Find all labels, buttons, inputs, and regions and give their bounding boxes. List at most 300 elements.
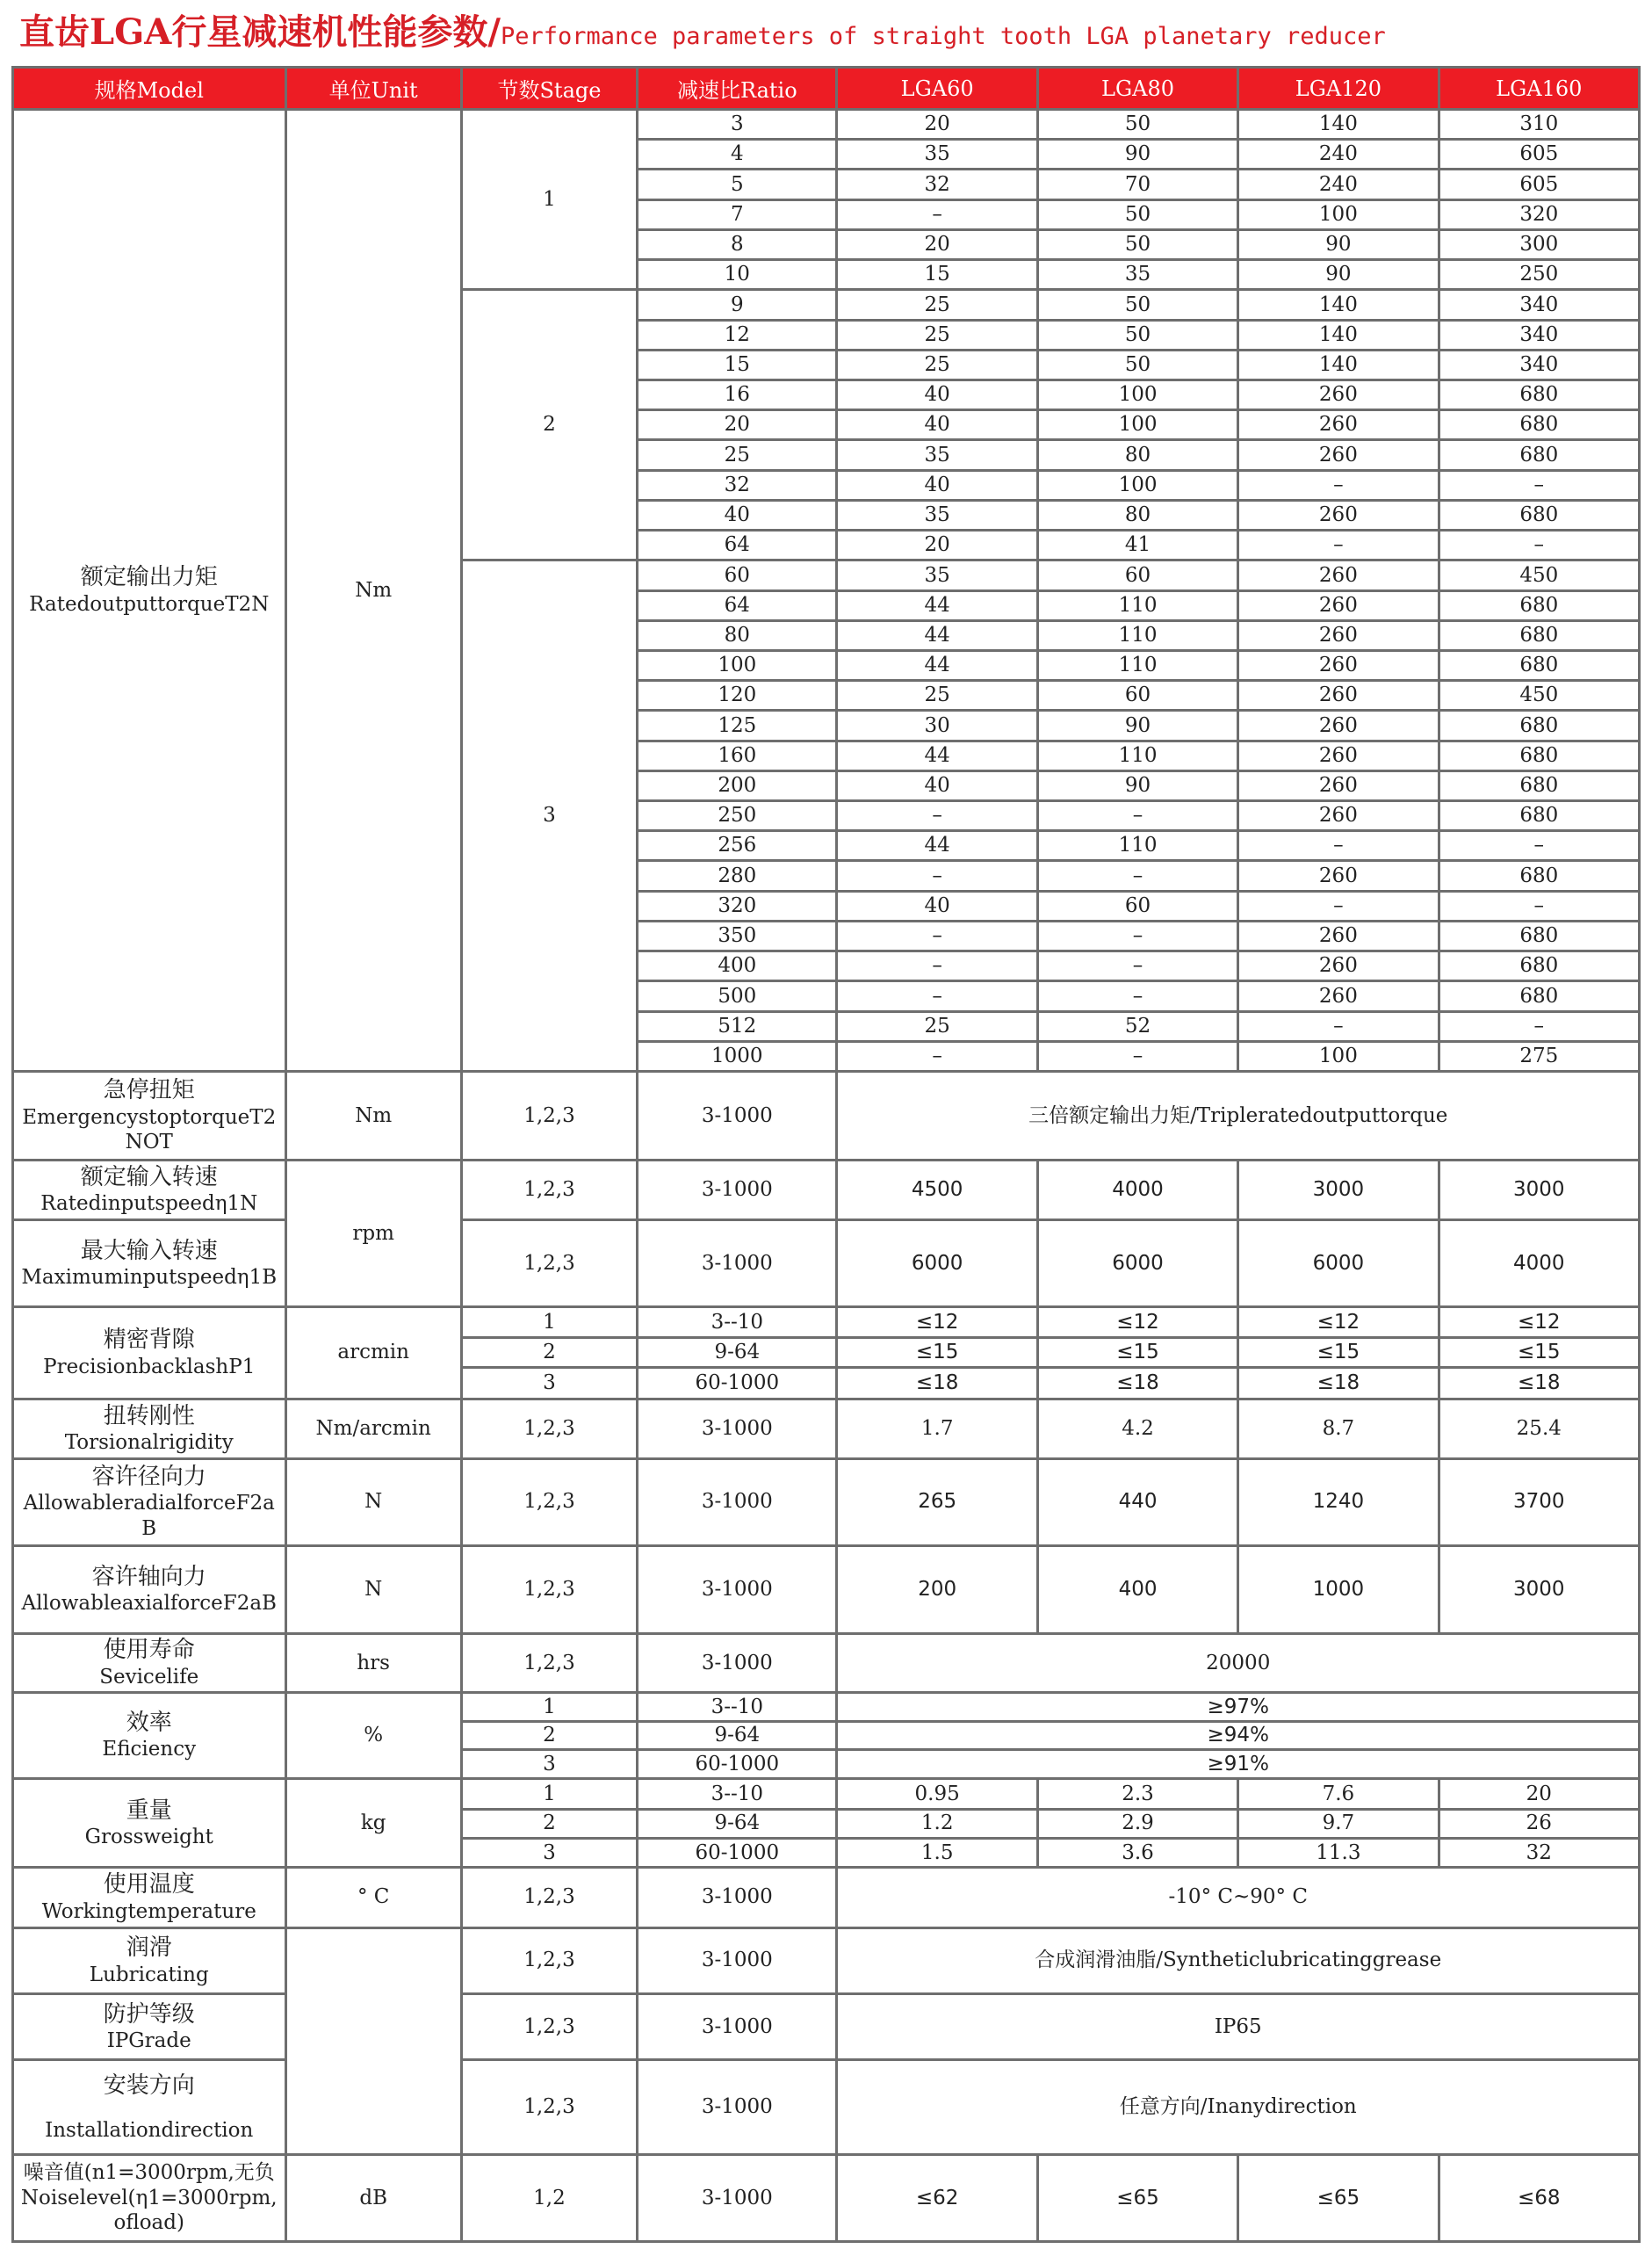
torque-lga60-cell: 40: [837, 770, 1037, 800]
torque-lga80-cell: 90: [1037, 711, 1237, 741]
torque-lga80-cell: 52: [1037, 1011, 1237, 1041]
max-speed-lga80: 6000: [1037, 1220, 1237, 1307]
axial-force-value: 3000: [1439, 1545, 1639, 1634]
backlash-ratio: 60-1000: [638, 1368, 837, 1399]
torque-lga160-cell: 680: [1439, 650, 1639, 680]
torque-lga80-cell: 50: [1037, 110, 1237, 140]
torque-lga60-cell: 40: [837, 891, 1037, 921]
weight-value: 7.6: [1238, 1779, 1439, 1809]
torque-ratio-cell: 40: [638, 500, 837, 530]
temperature-row: [13, 1868, 1640, 1927]
radial-force-stage: 1,2,3: [461, 1459, 637, 1546]
rigidity-value: 25.4: [1439, 1399, 1639, 1458]
rated-speed-lga60: 4500: [837, 1160, 1037, 1219]
spec-section: [13, 1072, 1640, 2242]
backlash-value: ≤12: [837, 1306, 1037, 1337]
efficiency-stage: 2: [461, 1722, 637, 1750]
torque-lga160-cell: 680: [1439, 590, 1639, 620]
efficiency-ratio: 9-64: [638, 1722, 837, 1750]
torque-lga120-cell: 260: [1238, 801, 1439, 831]
torque-lga120-cell: 260: [1238, 770, 1439, 800]
backlash-stage: 2: [461, 1338, 637, 1368]
torque-lga80-cell: 50: [1037, 199, 1237, 229]
torque-lga80-cell: 80: [1037, 440, 1237, 470]
weight-value: 26: [1439, 1809, 1639, 1838]
torque-lga160-cell: 680: [1439, 620, 1639, 650]
rigidity-stage: 1,2,3: [461, 1399, 637, 1458]
protection-value: IP65: [837, 1994, 1640, 2060]
torque-lga60-cell: 40: [837, 470, 1037, 500]
torque-lga120-cell: 240: [1238, 170, 1439, 199]
torque-lga160-cell: 680: [1439, 981, 1639, 1011]
protection-row: [13, 1994, 1640, 2060]
torque-lga80-cell: –: [1037, 951, 1237, 981]
torque-ratio-cell: 10: [638, 260, 837, 290]
torque-ratio-cell: 1000: [638, 1041, 837, 1071]
torque-lga60-cell: 35: [837, 440, 1037, 470]
torque-lga160-cell: 680: [1439, 440, 1639, 470]
max-speed-lga120: 6000: [1238, 1220, 1439, 1307]
speed-unit: rpm: [285, 1160, 461, 1306]
torque-lga120-cell: 260: [1238, 681, 1439, 711]
torque-lga120-cell: 140: [1238, 320, 1439, 350]
torque-lga60-cell: 44: [837, 590, 1037, 620]
torque-stage: 1: [461, 110, 637, 290]
torque-lga80-cell: 110: [1037, 741, 1237, 770]
lubrication-ratio: 3-1000: [638, 1927, 837, 1993]
torque-lga160-cell: 680: [1439, 861, 1639, 891]
torque-section: [13, 110, 1640, 1072]
service-life-unit: hrs: [285, 1634, 461, 1692]
axial-force-value: 200: [837, 1545, 1037, 1634]
temperature-label: 使用温度 Workingtemperature: [13, 1868, 286, 1927]
rated-speed-row: [13, 1160, 1640, 1219]
torque-stage: 3: [461, 560, 637, 1072]
torque-lga80-cell: –: [1037, 861, 1237, 891]
weight-stage: 2: [461, 1809, 637, 1838]
efficiency-label: 效率 Eficiency: [13, 1692, 286, 1779]
torque-lga120-cell: 260: [1238, 921, 1439, 951]
torque-lga160-cell: –: [1439, 831, 1639, 861]
service-life-label: 使用寿命 Sevicelife: [13, 1634, 286, 1692]
torque-lga160-cell: 680: [1439, 921, 1639, 951]
torque-lga60-cell: 20: [837, 229, 1037, 259]
backlash-value: ≤12: [1238, 1306, 1439, 1337]
radial-force-label: 容许径向力 AllowableradialforceF2aB: [13, 1459, 286, 1546]
torque-lga60-cell: 44: [837, 620, 1037, 650]
torque-ratio-cell: 9: [638, 290, 837, 320]
torque-ratio-cell: 7: [638, 199, 837, 229]
torque-lga80-cell: 50: [1037, 350, 1237, 380]
efficiency-ratio: 3--10: [638, 1692, 837, 1721]
weight-value: 2.9: [1037, 1809, 1237, 1838]
mounting-row: [13, 2060, 1640, 2155]
mounting-ratio: 3-1000: [638, 2060, 837, 2155]
noise-ratio: 3-1000: [638, 2155, 837, 2242]
torque-ratio-cell: 80: [638, 620, 837, 650]
rated-speed-lga120: 3000: [1238, 1160, 1439, 1219]
weight-value: 0.95: [837, 1779, 1037, 1809]
torque-lga120-cell: 90: [1238, 229, 1439, 259]
torque-ratio-cell: 160: [638, 741, 837, 770]
weight-label: 重量 Grossweight: [13, 1779, 286, 1868]
torque-lga160-cell: 250: [1439, 260, 1639, 290]
radial-force-ratio: 3-1000: [638, 1459, 837, 1546]
torque-ratio-cell: 350: [638, 921, 837, 951]
axial-force-label: 容许轴向力 AllowableaxialforceF2aB: [13, 1545, 286, 1634]
backlash-ratio: 3--10: [638, 1306, 837, 1337]
rated-speed-ratio: 3-1000: [638, 1160, 837, 1219]
rigidity-row: [13, 1399, 1640, 1458]
rigidity-value: 1.7: [837, 1399, 1037, 1458]
torque-lga80-cell: –: [1037, 801, 1237, 831]
torque-lga160-cell: 680: [1439, 410, 1639, 440]
torque-ratio-cell: 8: [638, 229, 837, 259]
torque-lga60-cell: 44: [837, 831, 1037, 861]
torque-lga80-cell: 50: [1037, 290, 1237, 320]
lubrication-stage: 1,2,3: [461, 1927, 637, 1993]
torque-lga60-cell: 44: [837, 741, 1037, 770]
spec-table: [11, 66, 1641, 2243]
torque-lga160-cell: 680: [1439, 500, 1639, 530]
torque-ratio-cell: 25: [638, 440, 837, 470]
emergency-stage: 1,2,3: [461, 1072, 637, 1161]
radial-force-value: 1240: [1238, 1459, 1439, 1546]
backlash-value: ≤15: [1238, 1338, 1439, 1368]
backlash-value: ≤18: [1439, 1368, 1639, 1399]
torque-lga120-cell: 140: [1238, 110, 1439, 140]
torque-lga80-cell: 50: [1037, 229, 1237, 259]
torque-lga160-cell: 340: [1439, 320, 1639, 350]
noise-value: ≤65: [1238, 2155, 1439, 2242]
torque-lga160-cell: –: [1439, 891, 1639, 921]
backlash-value: ≤15: [1037, 1338, 1237, 1368]
torque-lga160-cell: –: [1439, 1011, 1639, 1041]
torque-lga80-cell: 60: [1037, 681, 1237, 711]
torque-lga160-cell: 680: [1439, 741, 1639, 770]
noise-stage: 1,2: [461, 2155, 637, 2242]
torque-lga120-cell: 260: [1238, 590, 1439, 620]
torque-lga160-cell: 310: [1439, 110, 1639, 140]
torque-ratio-cell: 64: [638, 531, 837, 560]
torque-lga80-cell: 50: [1037, 320, 1237, 350]
torque-lga120-cell: 140: [1238, 290, 1439, 320]
service-life-row: [13, 1634, 1640, 1692]
header-lga80: LGA80: [1037, 68, 1237, 110]
torque-lga160-cell: –: [1439, 531, 1639, 560]
protection-ratio: 3-1000: [638, 1994, 837, 2060]
torque-ratio-cell: 400: [638, 951, 837, 981]
torque-lga80-cell: 110: [1037, 831, 1237, 861]
torque-lga160-cell: 275: [1439, 1041, 1639, 1071]
torque-lga60-cell: 20: [837, 110, 1037, 140]
weight-stage: 3: [461, 1838, 637, 1867]
noise-unit: dB: [285, 2155, 461, 2242]
torque-lga120-cell: 260: [1238, 650, 1439, 680]
weight-row: [13, 1779, 1640, 1809]
noise-value: ≤68: [1439, 2155, 1639, 2242]
torque-lga160-cell: 680: [1439, 380, 1639, 409]
header-model: 规格Model: [13, 68, 286, 110]
temperature-value: -10° C~90° C: [837, 1868, 1640, 1927]
torque-lga160-cell: 450: [1439, 681, 1639, 711]
torque-lga120-cell: 260: [1238, 500, 1439, 530]
torque-lga120-cell: 260: [1238, 380, 1439, 409]
torque-ratio-cell: 256: [638, 831, 837, 861]
torque-ratio-cell: 3: [638, 110, 837, 140]
emergency-unit: Nm: [285, 1072, 461, 1161]
efficiency-value: ≥97%: [837, 1692, 1640, 1721]
torque-lga60-cell: –: [837, 981, 1037, 1011]
torque-ratio-cell: 100: [638, 650, 837, 680]
weight-stage: 1: [461, 1779, 637, 1809]
torque-label: 额定输出力矩 RatedoutputtorqueT2N: [13, 110, 286, 1072]
protection-stage: 1,2,3: [461, 1994, 637, 2060]
weight-value: 9.7: [1238, 1809, 1439, 1838]
torque-lga160-cell: 450: [1439, 560, 1639, 590]
torque-lga60-cell: 20: [837, 531, 1037, 560]
torque-lga60-cell: 25: [837, 290, 1037, 320]
torque-lga120-cell: –: [1238, 891, 1439, 921]
torque-lga60-cell: 44: [837, 650, 1037, 680]
torque-ratio-cell: 15: [638, 350, 837, 380]
torque-ratio-cell: 32: [638, 470, 837, 500]
efficiency-stage: 1: [461, 1692, 637, 1721]
torque-lga120-cell: 260: [1238, 711, 1439, 741]
rigidity-value: 8.7: [1238, 1399, 1439, 1458]
rigidity-label: 扭转刚性 Torsionalrigidity: [13, 1399, 286, 1458]
header-unit: 单位Unit: [285, 68, 461, 110]
torque-lga80-cell: 100: [1037, 470, 1237, 500]
torque-lga120-cell: 260: [1238, 410, 1439, 440]
backlash-value: ≤15: [837, 1338, 1037, 1368]
mounting-value: 任意方向/Inanydirection: [837, 2060, 1640, 2155]
efficiency-value: ≥91%: [837, 1750, 1640, 1779]
radial-force-value: 265: [837, 1459, 1037, 1546]
axial-force-ratio: 3-1000: [638, 1545, 837, 1634]
torque-lga60-cell: 40: [837, 380, 1037, 409]
axial-force-row: [13, 1545, 1640, 1634]
torque-lga80-cell: 70: [1037, 170, 1237, 199]
backlash-stage: 1: [461, 1306, 637, 1337]
torque-ratio-cell: 320: [638, 891, 837, 921]
torque-lga160-cell: –: [1439, 470, 1639, 500]
torque-lga80-cell: 35: [1037, 260, 1237, 290]
weight-value: 11.3: [1238, 1838, 1439, 1867]
max-speed-lga60: 6000: [837, 1220, 1037, 1307]
service-life-stage: 1,2,3: [461, 1634, 637, 1692]
protection-label: 防护等级 IPGrade: [13, 1994, 286, 2060]
temperature-stage: 1,2,3: [461, 1868, 637, 1927]
emergency-ratio: 3-1000: [638, 1072, 837, 1161]
torque-ratio-cell: 280: [638, 861, 837, 891]
rigidity-ratio: 3-1000: [638, 1399, 837, 1458]
torque-lga160-cell: 340: [1439, 350, 1639, 380]
torque-lga120-cell: 240: [1238, 140, 1439, 170]
torque-lga160-cell: 320: [1439, 199, 1639, 229]
torque-ratio-cell: 500: [638, 981, 837, 1011]
torque-lga80-cell: 41: [1037, 531, 1237, 560]
torque-lga60-cell: 35: [837, 560, 1037, 590]
torque-ratio-cell: 20: [638, 410, 837, 440]
torque-lga60-cell: 40: [837, 410, 1037, 440]
torque-lga120-cell: 140: [1238, 350, 1439, 380]
torque-lga80-cell: 90: [1037, 140, 1237, 170]
backlash-value: ≤18: [1238, 1368, 1439, 1399]
torque-lga60-cell: 15: [837, 260, 1037, 290]
torque-lga160-cell: 340: [1439, 290, 1639, 320]
axial-force-value: 400: [1037, 1545, 1237, 1634]
torque-lga120-cell: 90: [1238, 260, 1439, 290]
torque-lga80-cell: 60: [1037, 891, 1237, 921]
lubrication-row: [13, 1927, 1640, 1993]
backlash-stage: 3: [461, 1368, 637, 1399]
title-english: Performance parameters of straight tooth LGA planetary reducer: [500, 23, 1386, 50]
mounting-stage: 1,2,3: [461, 2060, 637, 2155]
torque-lga60-cell: 25: [837, 350, 1037, 380]
weight-value: 2.3: [1037, 1779, 1237, 1809]
backlash-value: ≤18: [837, 1368, 1037, 1399]
torque-lga120-cell: 260: [1238, 620, 1439, 650]
noise-value: ≤62: [837, 2155, 1037, 2242]
rated-speed-stage: 1,2,3: [461, 1160, 637, 1219]
emergency-label: 急停扭矩 EmergencystoptorqueT2NOT: [13, 1072, 286, 1161]
mounting-label: 安装方向 Installationdirection: [13, 2060, 286, 2155]
radial-force-unit: N: [285, 1459, 461, 1546]
max-speed-label: 最大输入转速 Maximuminputspeedη1B: [13, 1220, 286, 1307]
weight-value: 3.6: [1037, 1838, 1237, 1867]
weight-value: 1.2: [837, 1809, 1037, 1838]
torque-row: [13, 110, 1640, 140]
torque-lga160-cell: 680: [1439, 801, 1639, 831]
torque-lga160-cell: 300: [1439, 229, 1639, 259]
emergency-value: 三倍额定输出力矩/Tripleratedoutputtorque: [837, 1072, 1640, 1161]
torque-lga80-cell: –: [1037, 1041, 1237, 1071]
blank-unit-cell: [285, 1927, 461, 2155]
torque-lga60-cell: –: [837, 199, 1037, 229]
rated-speed-label: 额定输入转速 Ratedinputspeedη1N: [13, 1160, 286, 1219]
weight-unit: kg: [285, 1779, 461, 1868]
backlash-row: [13, 1306, 1640, 1337]
emergency-row: [13, 1072, 1640, 1161]
torque-lga80-cell: 80: [1037, 500, 1237, 530]
weight-value: 20: [1439, 1779, 1639, 1809]
header-stage: 节数Stage: [461, 68, 637, 110]
torque-lga160-cell: 605: [1439, 170, 1639, 199]
torque-ratio-cell: 200: [638, 770, 837, 800]
temperature-unit: ° C: [285, 1868, 461, 1927]
torque-ratio-cell: 4: [638, 140, 837, 170]
torque-lga60-cell: 30: [837, 711, 1037, 741]
radial-force-row: [13, 1459, 1640, 1546]
torque-lga60-cell: 25: [837, 681, 1037, 711]
rated-speed-lga160: 3000: [1439, 1160, 1639, 1219]
efficiency-ratio: 60-1000: [638, 1750, 837, 1779]
axial-force-value: 1000: [1238, 1545, 1439, 1634]
torque-lga60-cell: 32: [837, 170, 1037, 199]
torque-lga120-cell: 260: [1238, 440, 1439, 470]
torque-lga120-cell: –: [1238, 1011, 1439, 1041]
torque-lga160-cell: 680: [1439, 770, 1639, 800]
header-lga160: LGA160: [1439, 68, 1639, 110]
torque-unit: Nm: [285, 110, 461, 1072]
torque-lga120-cell: 100: [1238, 1041, 1439, 1071]
torque-lga80-cell: 100: [1037, 410, 1237, 440]
backlash-ratio: 9-64: [638, 1338, 837, 1368]
torque-lga80-cell: 90: [1037, 770, 1237, 800]
torque-ratio-cell: 12: [638, 320, 837, 350]
torque-lga60-cell: –: [837, 1041, 1037, 1071]
torque-lga80-cell: 100: [1037, 380, 1237, 409]
temperature-ratio: 3-1000: [638, 1868, 837, 1927]
efficiency-unit: %: [285, 1692, 461, 1779]
backlash-unit: arcmin: [285, 1306, 461, 1399]
efficiency-value: ≥94%: [837, 1722, 1640, 1750]
header-lga120: LGA120: [1238, 68, 1439, 110]
torque-lga120-cell: 260: [1238, 951, 1439, 981]
torque-ratio-cell: 120: [638, 681, 837, 711]
weight-ratio: 3--10: [638, 1779, 837, 1809]
torque-ratio-cell: 64: [638, 590, 837, 620]
axial-force-stage: 1,2,3: [461, 1545, 637, 1634]
torque-lga80-cell: 110: [1037, 620, 1237, 650]
header-row: [13, 68, 1640, 110]
backlash-value: ≤12: [1037, 1306, 1237, 1337]
axial-force-unit: N: [285, 1545, 461, 1634]
backlash-value: ≤12: [1439, 1306, 1639, 1337]
torque-lga120-cell: –: [1238, 831, 1439, 861]
rigidity-unit: Nm/arcmin: [285, 1399, 461, 1458]
max-speed-stage: 1,2,3: [461, 1220, 637, 1307]
rigidity-value: 4.2: [1037, 1399, 1237, 1458]
torque-lga120-cell: 260: [1238, 741, 1439, 770]
torque-lga60-cell: –: [837, 861, 1037, 891]
backlash-value: ≤15: [1439, 1338, 1639, 1368]
torque-ratio-cell: 250: [638, 801, 837, 831]
weight-ratio: 60-1000: [638, 1838, 837, 1867]
title-chinese: 直齿LGA行星减速机性能参数/: [19, 11, 501, 53]
radial-force-value: 440: [1037, 1459, 1237, 1546]
torque-lga60-cell: –: [837, 801, 1037, 831]
weight-value: 32: [1439, 1838, 1639, 1867]
lubrication-label: 润滑 Lubricating: [13, 1927, 286, 1993]
torque-ratio-cell: 512: [638, 1011, 837, 1041]
torque-lga120-cell: 260: [1238, 981, 1439, 1011]
page-title: [19, 5, 1386, 60]
max-speed-ratio: 3-1000: [638, 1220, 837, 1307]
torque-lga80-cell: –: [1037, 981, 1237, 1011]
header-lga60: LGA60: [837, 68, 1037, 110]
service-life-value: 20000: [837, 1634, 1640, 1692]
noise-row: [13, 2155, 1640, 2242]
header-ratio: 减速比Ratio: [638, 68, 837, 110]
torque-lga120-cell: 100: [1238, 199, 1439, 229]
noise-label: 噪音值(n1=3000rpm,无负 Noiselevel(η1=3000rpm,ofload): [13, 2155, 286, 2242]
radial-force-value: 3700: [1439, 1459, 1639, 1546]
torque-lga60-cell: 25: [837, 1011, 1037, 1041]
weight-value: 1.5: [837, 1838, 1037, 1867]
torque-lga60-cell: 35: [837, 500, 1037, 530]
torque-lga160-cell: 680: [1439, 711, 1639, 741]
torque-lga120-cell: –: [1238, 470, 1439, 500]
torque-lga60-cell: –: [837, 951, 1037, 981]
torque-lga80-cell: 60: [1037, 560, 1237, 590]
torque-lga60-cell: –: [837, 921, 1037, 951]
max-speed-lga160: 4000: [1439, 1220, 1639, 1307]
torque-stage: 2: [461, 290, 637, 560]
max-speed-row: [13, 1220, 1640, 1307]
torque-ratio-cell: 125: [638, 711, 837, 741]
